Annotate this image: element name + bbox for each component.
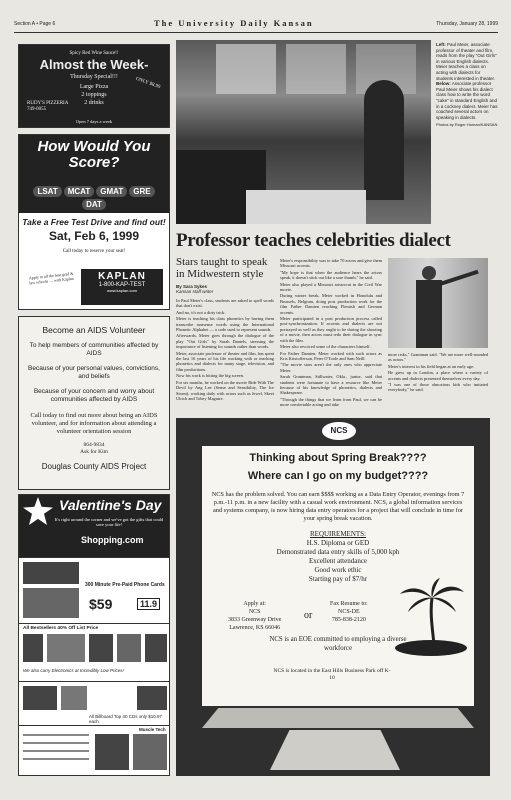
test-badge: LSAT	[33, 186, 61, 197]
cd-label: All Billboard Top 40 CDs only $10.97 each	[89, 714, 162, 724]
kaplan-free: Take a Free Test Drive and find out!	[22, 217, 166, 227]
header-rule	[14, 32, 498, 33]
kaplan-date: Sat, Feb 6, 1999	[48, 229, 140, 243]
caption-lead-2: Below:	[436, 81, 451, 87]
valentine-row-books	[19, 623, 169, 681]
pizza-item: Large Pizza	[79, 84, 109, 90]
pizza-logo	[27, 101, 68, 113]
book-cover	[145, 634, 167, 662]
valentine-row-supplements	[19, 725, 169, 777]
apply-line: 3833 Greenway Drive	[228, 617, 282, 623]
pizza-logo-text: RUDY'S PIZZERIA	[27, 101, 69, 106]
aids-reason: To help members of communities affected by AIDS	[29, 342, 159, 357]
kaplan-call: Call today to reserve your seat!	[62, 249, 126, 254]
test-badge: DAT	[82, 199, 106, 210]
aids-call: Call today to find out more about being an AIDS volunteer, and for information about attending a volunteer orientation session	[30, 412, 158, 435]
pizza-phone: 749-0055	[27, 107, 47, 112]
aids-reason: Because of your concern and worry about communities affected by AIDS	[33, 388, 155, 403]
requirements-title: REQUIREMENTS:	[310, 530, 366, 538]
pizza-price-badge: ONLY $8.99	[135, 76, 162, 91]
palm-tree-icon	[394, 576, 468, 656]
article-column-3	[388, 352, 488, 416]
fax-line: 785-838-2120	[331, 617, 366, 623]
price-line	[23, 734, 89, 736]
requirement: H.S. Diploma or GED	[306, 539, 370, 547]
article-headline: Professor teaches celebrities dialect	[176, 230, 451, 251]
requirement: Excellent attendance	[308, 557, 368, 565]
valentine-brand: Shopping.com	[81, 535, 144, 545]
product-image	[23, 562, 79, 584]
ncs-fax	[330, 600, 368, 624]
paragraph: Now his work is hitting the big screen.	[176, 373, 245, 379]
article-byline	[176, 284, 274, 294]
aids-phone	[19, 442, 169, 456]
photo-credit: Photos by Roger Human/KANSAN	[436, 122, 498, 128]
caption-lead: Left:	[436, 42, 446, 47]
valentine-header	[19, 495, 169, 557]
paragraph: Meier also played a Missouri aristocrat in the Civil War movie.	[280, 281, 382, 293]
valentine-row-cards	[19, 557, 169, 623]
valentine-row-cds	[19, 681, 169, 725]
class-photo	[176, 40, 431, 224]
requirement: Starting pay of $7/hr	[308, 575, 368, 583]
issue-date: Thursday, January 28, 1999	[436, 21, 498, 27]
cd-cover	[137, 686, 167, 710]
kaplan-tests	[19, 183, 169, 213]
supplement-image	[95, 734, 129, 770]
valentine-ad	[18, 494, 170, 776]
body-silhouette	[416, 280, 442, 348]
test-badge: GRE	[129, 186, 154, 197]
paragraph: "The movie stars aren't the only ones who appreciate Meier.	[280, 362, 382, 373]
paragraph: "I was one of those obnoxious kids who imitated everybody," he said.	[388, 382, 488, 393]
price-line	[23, 758, 89, 760]
article-column-1	[176, 298, 274, 416]
book-cover	[47, 634, 85, 662]
paragraph: Afterwards, Meier goes through the dialogue of the play "Out Girls" by Sarah Daniels, stressing the importance of listening for sounds rather than words.	[176, 333, 274, 350]
paragraph: For Father Damien, Meier worked with such actors as Kris Kristofferson, Peter O'Toole and Sam Neill.	[280, 350, 382, 361]
aids-phone-number: 864-9834	[83, 442, 105, 448]
product-image	[23, 588, 79, 618]
ncs-headline: Thinking about Spring Break????	[249, 452, 427, 464]
aids-reason: Because of your personal values, convictions, and beliefs	[28, 365, 160, 380]
requirement: Good work ethic	[314, 566, 362, 574]
valentine-title: Valentine's Day	[59, 497, 162, 513]
phone-cards-label: 300 Minute Pre-Paid Phone Cards	[85, 582, 165, 588]
bestsellers-label: All Bestsellers 40% Off List Price	[23, 626, 99, 631]
paragraph: He grew up in London, a place where a variety of accents and dialects presented themselves every day.	[388, 370, 488, 381]
professor-silhouette	[364, 80, 404, 200]
pizza-item: 2 toppings	[81, 92, 107, 98]
book-cover	[117, 634, 141, 662]
cd-cover	[61, 686, 87, 710]
paragraph: "Through the things that we learn from Paul, we can be more comfortable acting and take	[280, 396, 382, 408]
price-line	[23, 742, 89, 744]
byline-role: Kansan staff writer	[176, 289, 214, 294]
kaplan-logo	[81, 269, 163, 305]
window	[216, 44, 276, 94]
test-badge: GMAT	[96, 186, 127, 197]
paragraph: Meier also revoiced some of the characters himself.	[280, 344, 371, 350]
monitor-base	[202, 708, 474, 728]
book-cover	[89, 634, 113, 662]
paragraph: And no, it's not a dirty trick.	[176, 309, 226, 315]
pizza-ad	[18, 44, 170, 128]
kaplan-phone: 1-800-KAP-TEST	[98, 282, 146, 288]
apply-line: NCS	[248, 609, 261, 615]
apply-line: Apply at:	[243, 601, 266, 607]
section-label: Section A • Page 6	[14, 21, 56, 27]
paragraph: During winter break, Meier worked in Honolulu and Brussels, Belgium, doing post production work for the film Father Damien reaching Flemish and German accents.	[280, 293, 382, 315]
pizza-footer: Open 7 days a week	[75, 119, 113, 124]
caption-text-2: Associate professor Paul Meier shows his dialect class how to write the word "cake" in standard English and in a cockney dialect. Meier has coached several actors on speaking in dialects.	[436, 81, 498, 120]
paragraph: Sarah Grantman, Stillwater, Okla., junior, said that students were fortunate to have a resource like Meier because of his knowledge of phonetics, dialects and Shakespeare.	[280, 374, 382, 396]
paragraph: In Paul Meier's class, students are asked to spell words that don't exist.	[176, 298, 274, 309]
ncs-body: NCS has the problem solved. You can earn $$$$ working as a Data Entry Operator, evenings from 7 p.m.-11 p.m. in a new facility with a casual work environment. NCS, a global information services and systems company, is now hiring data entry operators for a project that will conclude in time for your spring break vacation.	[211, 491, 465, 522]
kaplan-web: www.kaplan.com	[106, 288, 137, 293]
pizza-title: Almost the Week-	[39, 57, 149, 72]
caption-text: Paul Meier, associate professor of theater and film, reads from the play "Out Girls" in various English dialects. Meier teaches a class on acting with dialects for students interested in theater.	[436, 42, 497, 81]
professor-photo	[388, 258, 488, 348]
star-burst-icon	[23, 497, 53, 525]
desk	[246, 190, 366, 224]
paragraph: Meier's responsibility was to take 70 actors and give them Missouri accents.	[280, 258, 382, 269]
apply-line: Lawrence, KS 66046	[229, 625, 281, 631]
paragraph: Meier is teaching his class phonetics by having them transcribe nonsense words using the International Phonetic Alphabet — a code used to represent sounds.	[176, 316, 274, 333]
photo-caption	[436, 42, 498, 128]
phone-cards-price: $59	[89, 596, 113, 612]
ncs-or: or	[304, 610, 313, 621]
article-column-2	[280, 258, 382, 416]
monitor-stand	[270, 730, 400, 770]
pizza-top: Spicy Red Wine Sauce!!	[69, 51, 119, 56]
paragraph: For six months, he worked on the movie Ride With The Devil by Ang Lee (Sense and Sensibility, The Ice Storm), working daily with actors such as Jewel, Skeet Ulrich and Tobey Maguire.	[176, 379, 274, 401]
aids-title: Become an AIDS Volunteer	[42, 325, 146, 335]
supplement-image	[133, 734, 167, 770]
requirement: Demonstrated data entry skills of 5,000 kph	[276, 548, 400, 556]
fax-line: Fax Resume to:	[330, 601, 368, 607]
book-cover	[23, 634, 43, 662]
kaplan-logo-text: KAPLAN	[98, 271, 146, 282]
kaplan-note: Apply to all the best grad & law schools — with Kaplan	[28, 270, 74, 286]
pizza-special: Thursday Special!!!	[70, 74, 118, 80]
article-deck: Stars taught to speak in Midwestern style	[176, 256, 268, 280]
paragraph: Meier, associate professor of theater and film, has spent the last 16 years of his life working with or teaching phonetics and dialects for many stage, television, and film productions.	[176, 350, 274, 372]
kaplan-ad	[18, 134, 170, 310]
pizza-item: 2 drinks	[84, 100, 104, 106]
ncs-subheadline: Where can I go on my budget????	[247, 470, 429, 482]
kaplan-headline: How Would You Score?	[19, 135, 169, 183]
aids-org: Douglas County AIDS Project	[41, 462, 147, 471]
card-price-tag: 11.9	[137, 598, 160, 610]
window	[286, 44, 346, 94]
ncs-apply-address	[228, 600, 281, 632]
aids-contact: Ask for Kim	[80, 449, 108, 455]
page-header	[14, 18, 498, 32]
masthead: The University Daily Kansan	[154, 18, 314, 28]
aids-volunteer-ad	[18, 316, 170, 490]
fax-line: NCS-DE	[338, 609, 360, 615]
cd-cover	[23, 686, 57, 710]
paragraph: more risks," Grantman said. "We are more well-rounded as actors."	[388, 352, 488, 363]
paragraph: Meier participated in a post production process called post-synchronization. If accents and dialects are not portrayed as well as they ought to be during the shooting of a movie, then actors must redo their dialogue in sync with the film.	[280, 316, 382, 343]
paragraph: "My hope is that when the audience hears the actors speak, it doesn't stick out like a sore thumb," he said.	[280, 269, 382, 281]
byline-name: By Sara Sykes	[176, 284, 208, 289]
ncs-location: NCS is located in the East Hills Business Park off K-10	[273, 668, 391, 681]
ncs-eoe: NCS is an EOE committed to employing a diverse workforce	[269, 636, 407, 652]
arm-silhouette	[439, 270, 478, 286]
valentine-sub: It's right around the corner and we've got the gifts that could save your life!	[54, 517, 164, 527]
test-badge: MCAT	[64, 186, 95, 197]
head-silhouette	[422, 266, 436, 280]
price-line	[23, 750, 89, 752]
ncs-logo: NCS	[322, 422, 356, 440]
paragraph: Meier's interest in his field began at an early age.	[388, 363, 475, 369]
electronics-label: We also carry Electronics at Incredibly Low Prices!	[23, 668, 124, 673]
ncs-ad	[202, 446, 474, 706]
muscle-tech-label: Muscle Tech	[139, 727, 166, 732]
